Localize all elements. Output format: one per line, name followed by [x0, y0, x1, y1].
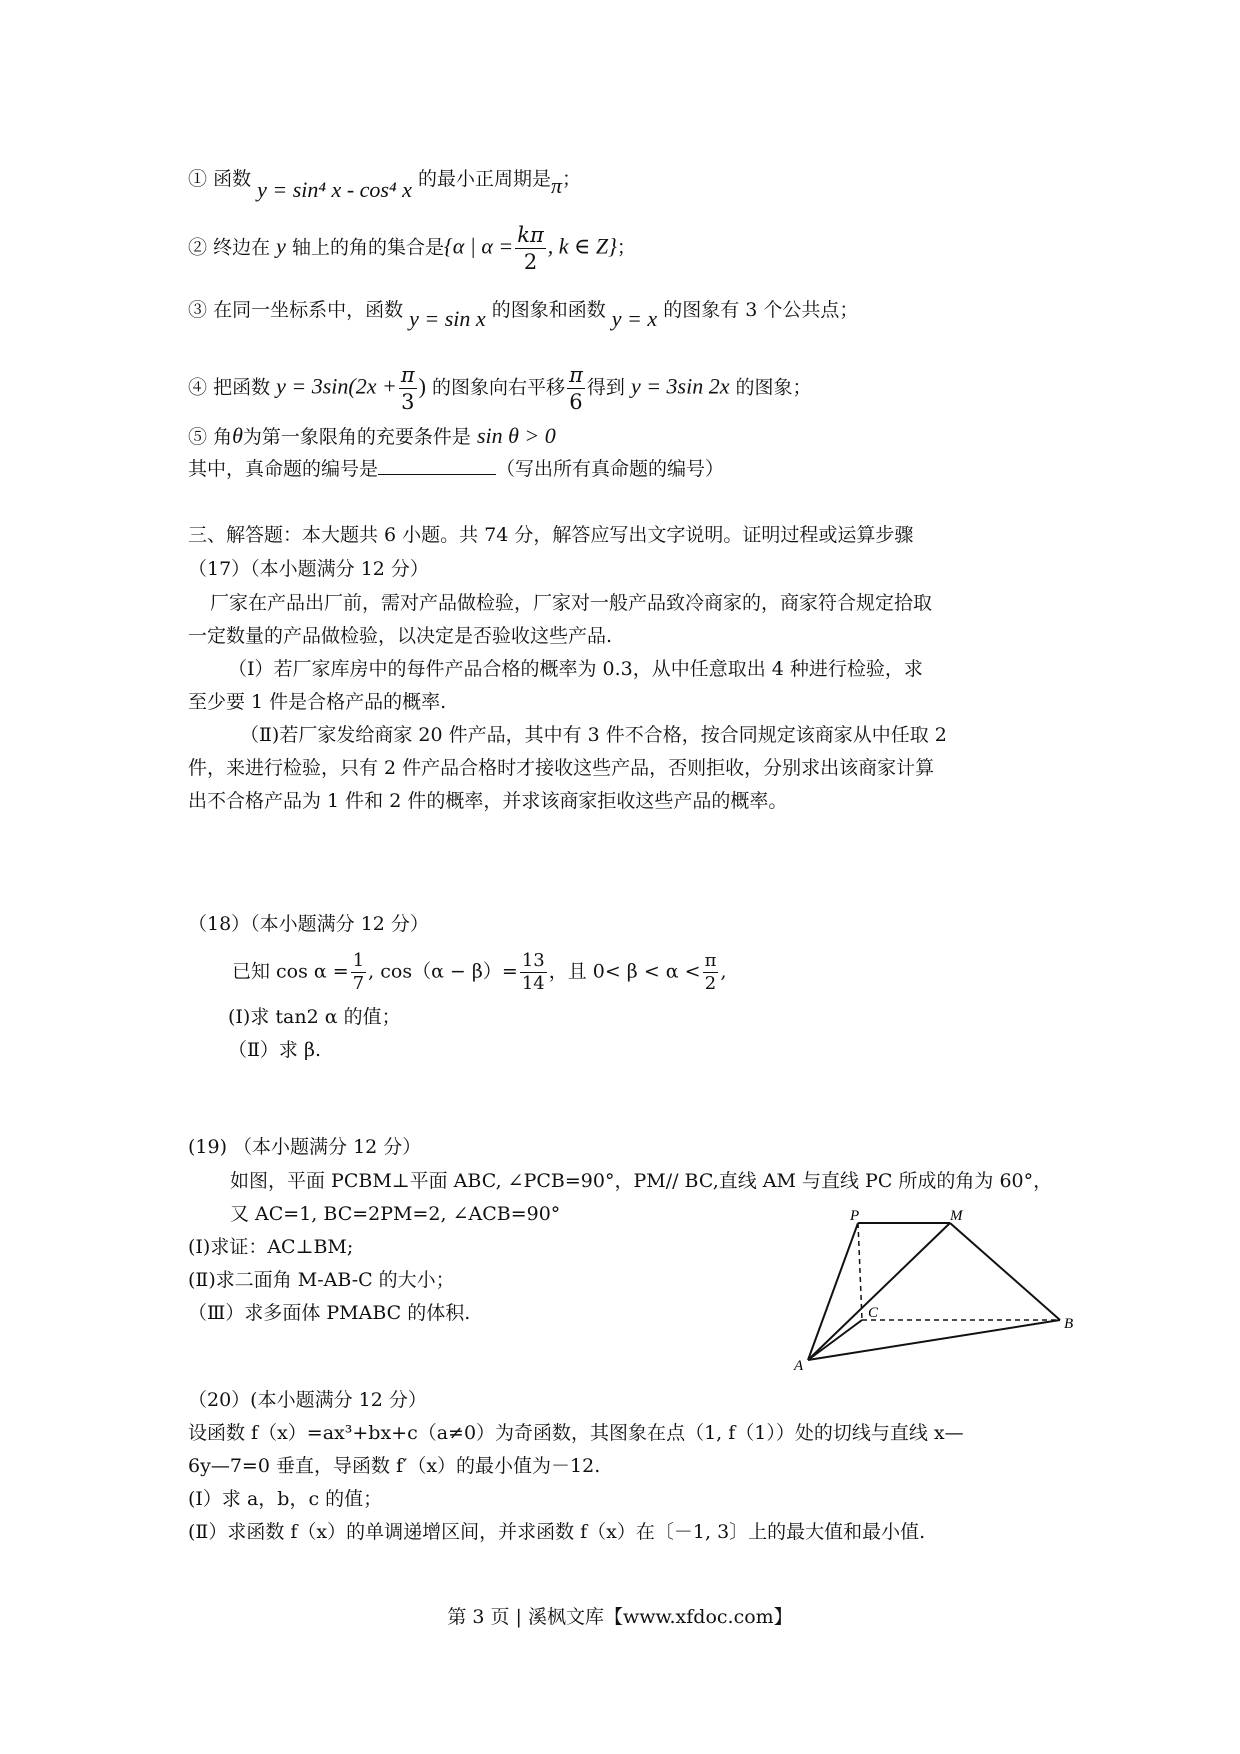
label-M: M	[950, 1208, 963, 1224]
edge-MB	[950, 1223, 1060, 1320]
edge-PA	[808, 1223, 858, 1360]
q17-text: 厂家在产品出厂前，需对产品做检验，厂家对一般产品致冷商家的，商家符合规定拾取	[210, 592, 933, 614]
label-P: P	[850, 1208, 860, 1224]
edge-PC	[858, 1223, 862, 1320]
q20-desc: 6y—7=0 垂直，导函数 f′（x）的最小值为－12.	[188, 1455, 601, 1477]
q19-part1: (Ⅰ)求证：AC⊥BM;	[188, 1236, 354, 1258]
label-C: C	[868, 1305, 879, 1321]
answer-blank[interactable]	[378, 456, 496, 475]
q17-part2: （Ⅱ)若厂家发给商家 20 件产品，其中有 3 件不合格，按合同规定该商家从中任取 2	[240, 724, 947, 746]
q17-part2: 出不合格产品为 1 件和 2 件的概率，并求该商家拒收这些产品的概率。	[188, 790, 788, 812]
q18-header: （18）（本小题满分 12 分）	[188, 913, 429, 935]
q17-part1: （Ⅰ）若厂家库房中的每件产品合格的概率为 0.3，从中任意取出 4 种进行检验，求	[228, 658, 923, 680]
q19-part2: (Ⅱ)求二面角 M-AB-C 的大小；	[188, 1269, 455, 1291]
q17-header: （17）（本小题满分 12 分）	[188, 558, 429, 580]
statement-5: ⑤ 角θ为第一象限角的充要条件是 sin θ > 0	[188, 423, 556, 448]
fraction: $\frac{\pi}{3}$	[400, 363, 415, 414]
fraction: $\frac{\pi}{2}$	[704, 950, 717, 994]
fraction: $\frac{k\pi}{2}$	[517, 223, 544, 274]
fraction: $\frac{\pi}{6}$	[569, 363, 583, 414]
formula: y = sin⁴ x - cos⁴ x	[257, 177, 412, 202]
statement-number: ①	[188, 168, 208, 190]
statement-1: ① 函数 y = sin⁴ x - cos⁴ x 的最小正周期是π；	[188, 168, 581, 202]
fraction: $\frac{1}{7}$	[352, 950, 365, 994]
q19-header: (19) （本小题满分 12 分）	[188, 1136, 422, 1158]
statement-2: ② 终边在 y 轴上的角的集合是{α | α = $\frac{k\pi}{2}$ , k ∈ Z}；	[188, 223, 636, 274]
q18-part2: （Ⅱ）求 β.	[228, 1039, 321, 1061]
q20-part2: (Ⅱ）求函数 f（x）的单调递增区间，并求函数 f（x）在〔－1, 3〕上的最大值和最小值.	[188, 1521, 926, 1543]
q17-text: 一定数量的产品做检验，以决定是否验收这些产品.	[188, 625, 613, 647]
label-B: B	[1064, 1316, 1074, 1332]
q19-figure	[790, 1205, 1090, 1375]
q19-desc: 又 AC=1, BC=2PM=2, ∠ACB=90°	[230, 1203, 561, 1225]
q19-part3: （Ⅲ）求多面体 PMABC 的体积.	[188, 1302, 471, 1324]
edge-AB	[808, 1320, 1060, 1360]
statement-4: ④ 把函数 y = 3sin(2x + $\frac{\pi}{3}$ ) 的图象向右平移 $\frac{\pi}{6}$ 得到 y = 3sin 2x 的图象；	[188, 363, 812, 414]
q18-part1: (Ⅰ)求 tan2 α 的值；	[228, 1006, 401, 1028]
q17-part2: 件，来进行检验，只有 2 件产品合格时才接收这些产品，否则拒收，分别求出该商家计算	[188, 757, 935, 779]
fraction: $\frac{13}{14}$	[521, 950, 545, 994]
q18-given: 已知 cos α = $\frac{1}{7}$ , cos（α − β）= $\frac{13}{14}$ ，且 0< β < α < $\frac{\pi}{2}$ ,	[232, 950, 727, 994]
edge-MA	[808, 1223, 950, 1360]
q20-desc: 设函数 f（x）=ax³+bx+c（a≠0）为奇函数，其图象在点（1, f（1））处的切线与直线 x—	[188, 1422, 964, 1444]
q17-part1: 至少要 1 件是合格产品的概率.	[188, 691, 447, 713]
label-A: A	[794, 1358, 804, 1374]
q19-desc: 如图，平面 PCBM⊥平面 ABC, ∠PCB=90°，PM// BC,直线 AM 与直线 PC 所成的角为 60°，	[230, 1170, 1053, 1192]
section-heading: 三、解答题：本大题共 6 小题。共 74 分，解答应写出文字说明。证明过程或运算步骤	[188, 524, 914, 546]
q20-header: （20）(本小题满分 12 分）	[188, 1389, 427, 1411]
conclusion-line: 其中，真命题的编号是 （写出所有真命题的编号）	[188, 458, 725, 480]
q20-part1: (Ⅰ）求 a，b，c 的值；	[188, 1488, 383, 1510]
statement-3: ③ 在同一坐标系中，函数 y = sin x 的图象和函数 y = x 的图象有 3 个公共点；	[188, 299, 859, 331]
page-footer: 第 3 页 | 溪枫文库【www.xfdoc.com】	[447, 1606, 793, 1628]
